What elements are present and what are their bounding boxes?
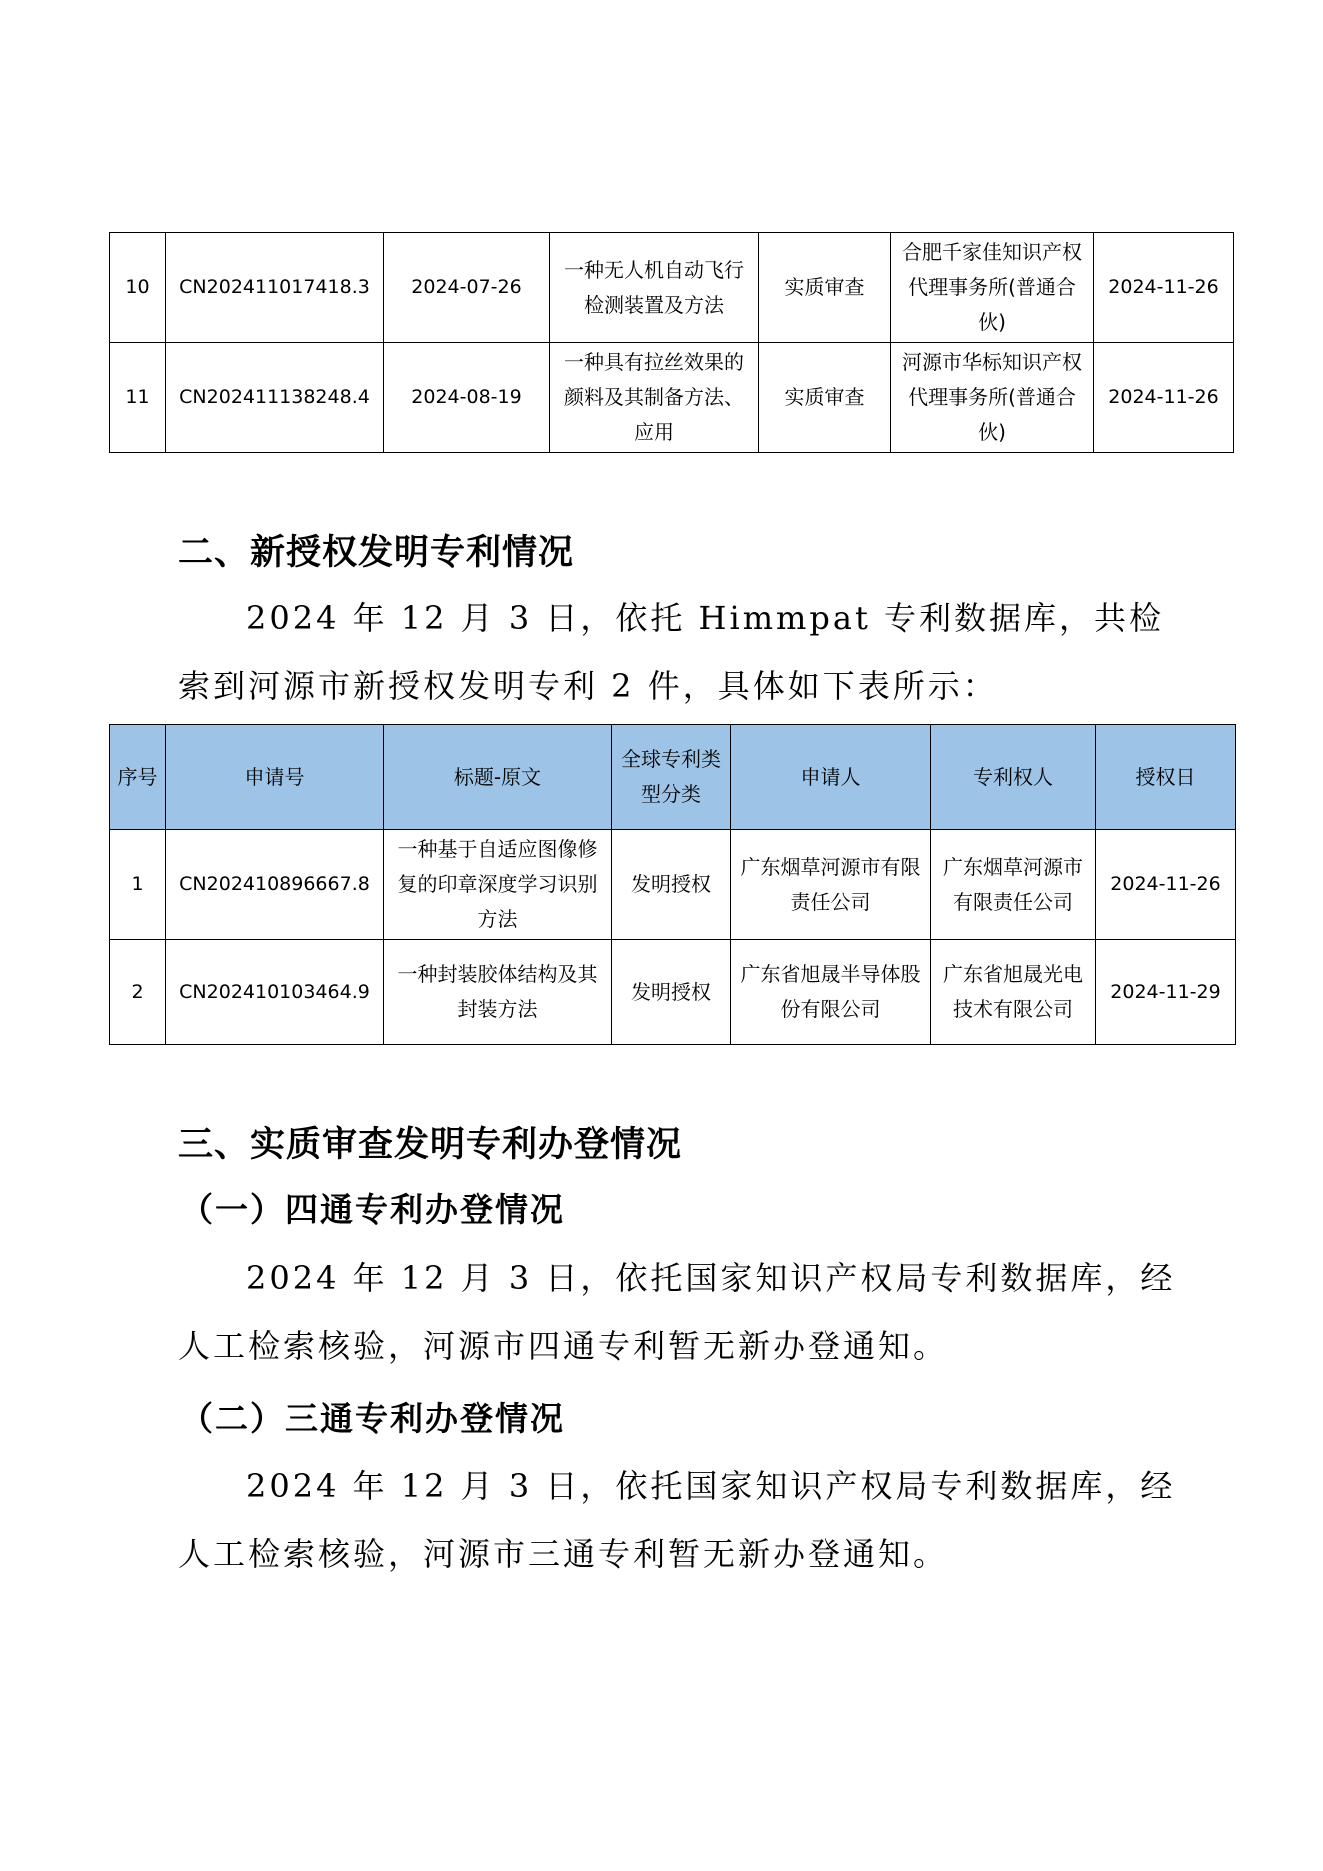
grant-date: 2024-11-26 [1096, 830, 1236, 940]
section-2-paragraph: 2024 年 12 月 3 日，依托 Himmpat 专利数据库，共检索到河源市新授权发明专利 2 件，具体如下表所示： [178, 599, 1164, 705]
header-title: 标题-原文 [384, 725, 612, 830]
agency: 河源市华标知识产权代理事务所(普通合伙) [891, 343, 1094, 453]
row-no: 2 [110, 940, 166, 1045]
patent-holder: 广东省旭晟光电技术有限公司 [931, 940, 1096, 1045]
subsection-2-paragraph: 2024 年 12 月 3 日，依托国家知识产权局专利数据库，经人工检索核验，河源市三通专利暂无新办登通知。 [178, 1467, 1176, 1573]
table-row [110, 343, 1234, 453]
header-grant-date: 授权日 [1096, 725, 1236, 830]
table-row [110, 233, 1234, 343]
applicant: 广东省旭晟半导体股份有限公司 [731, 940, 931, 1045]
row-no: 1 [110, 830, 166, 940]
publication-date: 2024-11-26 [1094, 233, 1234, 343]
patent-type: 发明授权 [612, 830, 731, 940]
patent-holder: 广东烟草河源市有限责任公司 [931, 830, 1096, 940]
legal-status: 实质审查 [759, 343, 891, 453]
patent-title: 一种基于自适应图像修复的印章深度学习识别方法 [384, 830, 612, 940]
subsection-1-heading: （一）四通专利办登情况 [180, 1190, 565, 1229]
header-type: 全球专利类型分类 [612, 725, 731, 830]
patent-title: 一种无人机自动飞行检测装置及方法 [550, 233, 759, 343]
application-number: CN202410896667.8 [166, 830, 384, 940]
row-no: 10 [110, 233, 166, 343]
applicant: 广东烟草河源市有限责任公司 [731, 830, 931, 940]
legal-status: 实质审查 [759, 233, 891, 343]
application-number: CN202411138248.4 [166, 343, 384, 453]
pending-patents-table [109, 232, 1234, 453]
patent-title: 一种具有拉丝效果的颜料及其制备方法、应用 [550, 343, 759, 453]
grant-date: 2024-11-29 [1096, 940, 1236, 1045]
header-application-number: 申请号 [166, 725, 384, 830]
patent-title: 一种封装胶体结构及其封装方法 [384, 940, 612, 1045]
application-number: CN202411017418.3 [166, 233, 384, 343]
header-no: 序号 [110, 725, 166, 830]
table-row [110, 830, 1236, 940]
granted-patents-table [109, 724, 1236, 1045]
section-3-heading: 三、实质审查发明专利办登情况 [178, 1125, 683, 1165]
application-number: CN202410103464.9 [166, 940, 384, 1045]
table-row [110, 940, 1236, 1045]
row-no: 11 [110, 343, 166, 453]
table-header-row [110, 725, 1236, 830]
publication-date: 2024-11-26 [1094, 343, 1234, 453]
header-applicant: 申请人 [731, 725, 931, 830]
header-holder: 专利权人 [931, 725, 1096, 830]
application-date: 2024-07-26 [384, 233, 550, 343]
patent-type: 发明授权 [612, 940, 731, 1045]
section-2-heading: 二、新授权发明专利情况 [178, 533, 575, 573]
subsection-2-heading: （二）三通专利办登情况 [180, 1399, 565, 1438]
application-date: 2024-08-19 [384, 343, 550, 453]
agency: 合肥千家佳知识产权代理事务所(普通合伙) [891, 233, 1094, 343]
subsection-1-paragraph: 2024 年 12 月 3 日，依托国家知识产权局专利数据库，经人工检索核验，河源市四通专利暂无新办登通知。 [178, 1259, 1176, 1365]
